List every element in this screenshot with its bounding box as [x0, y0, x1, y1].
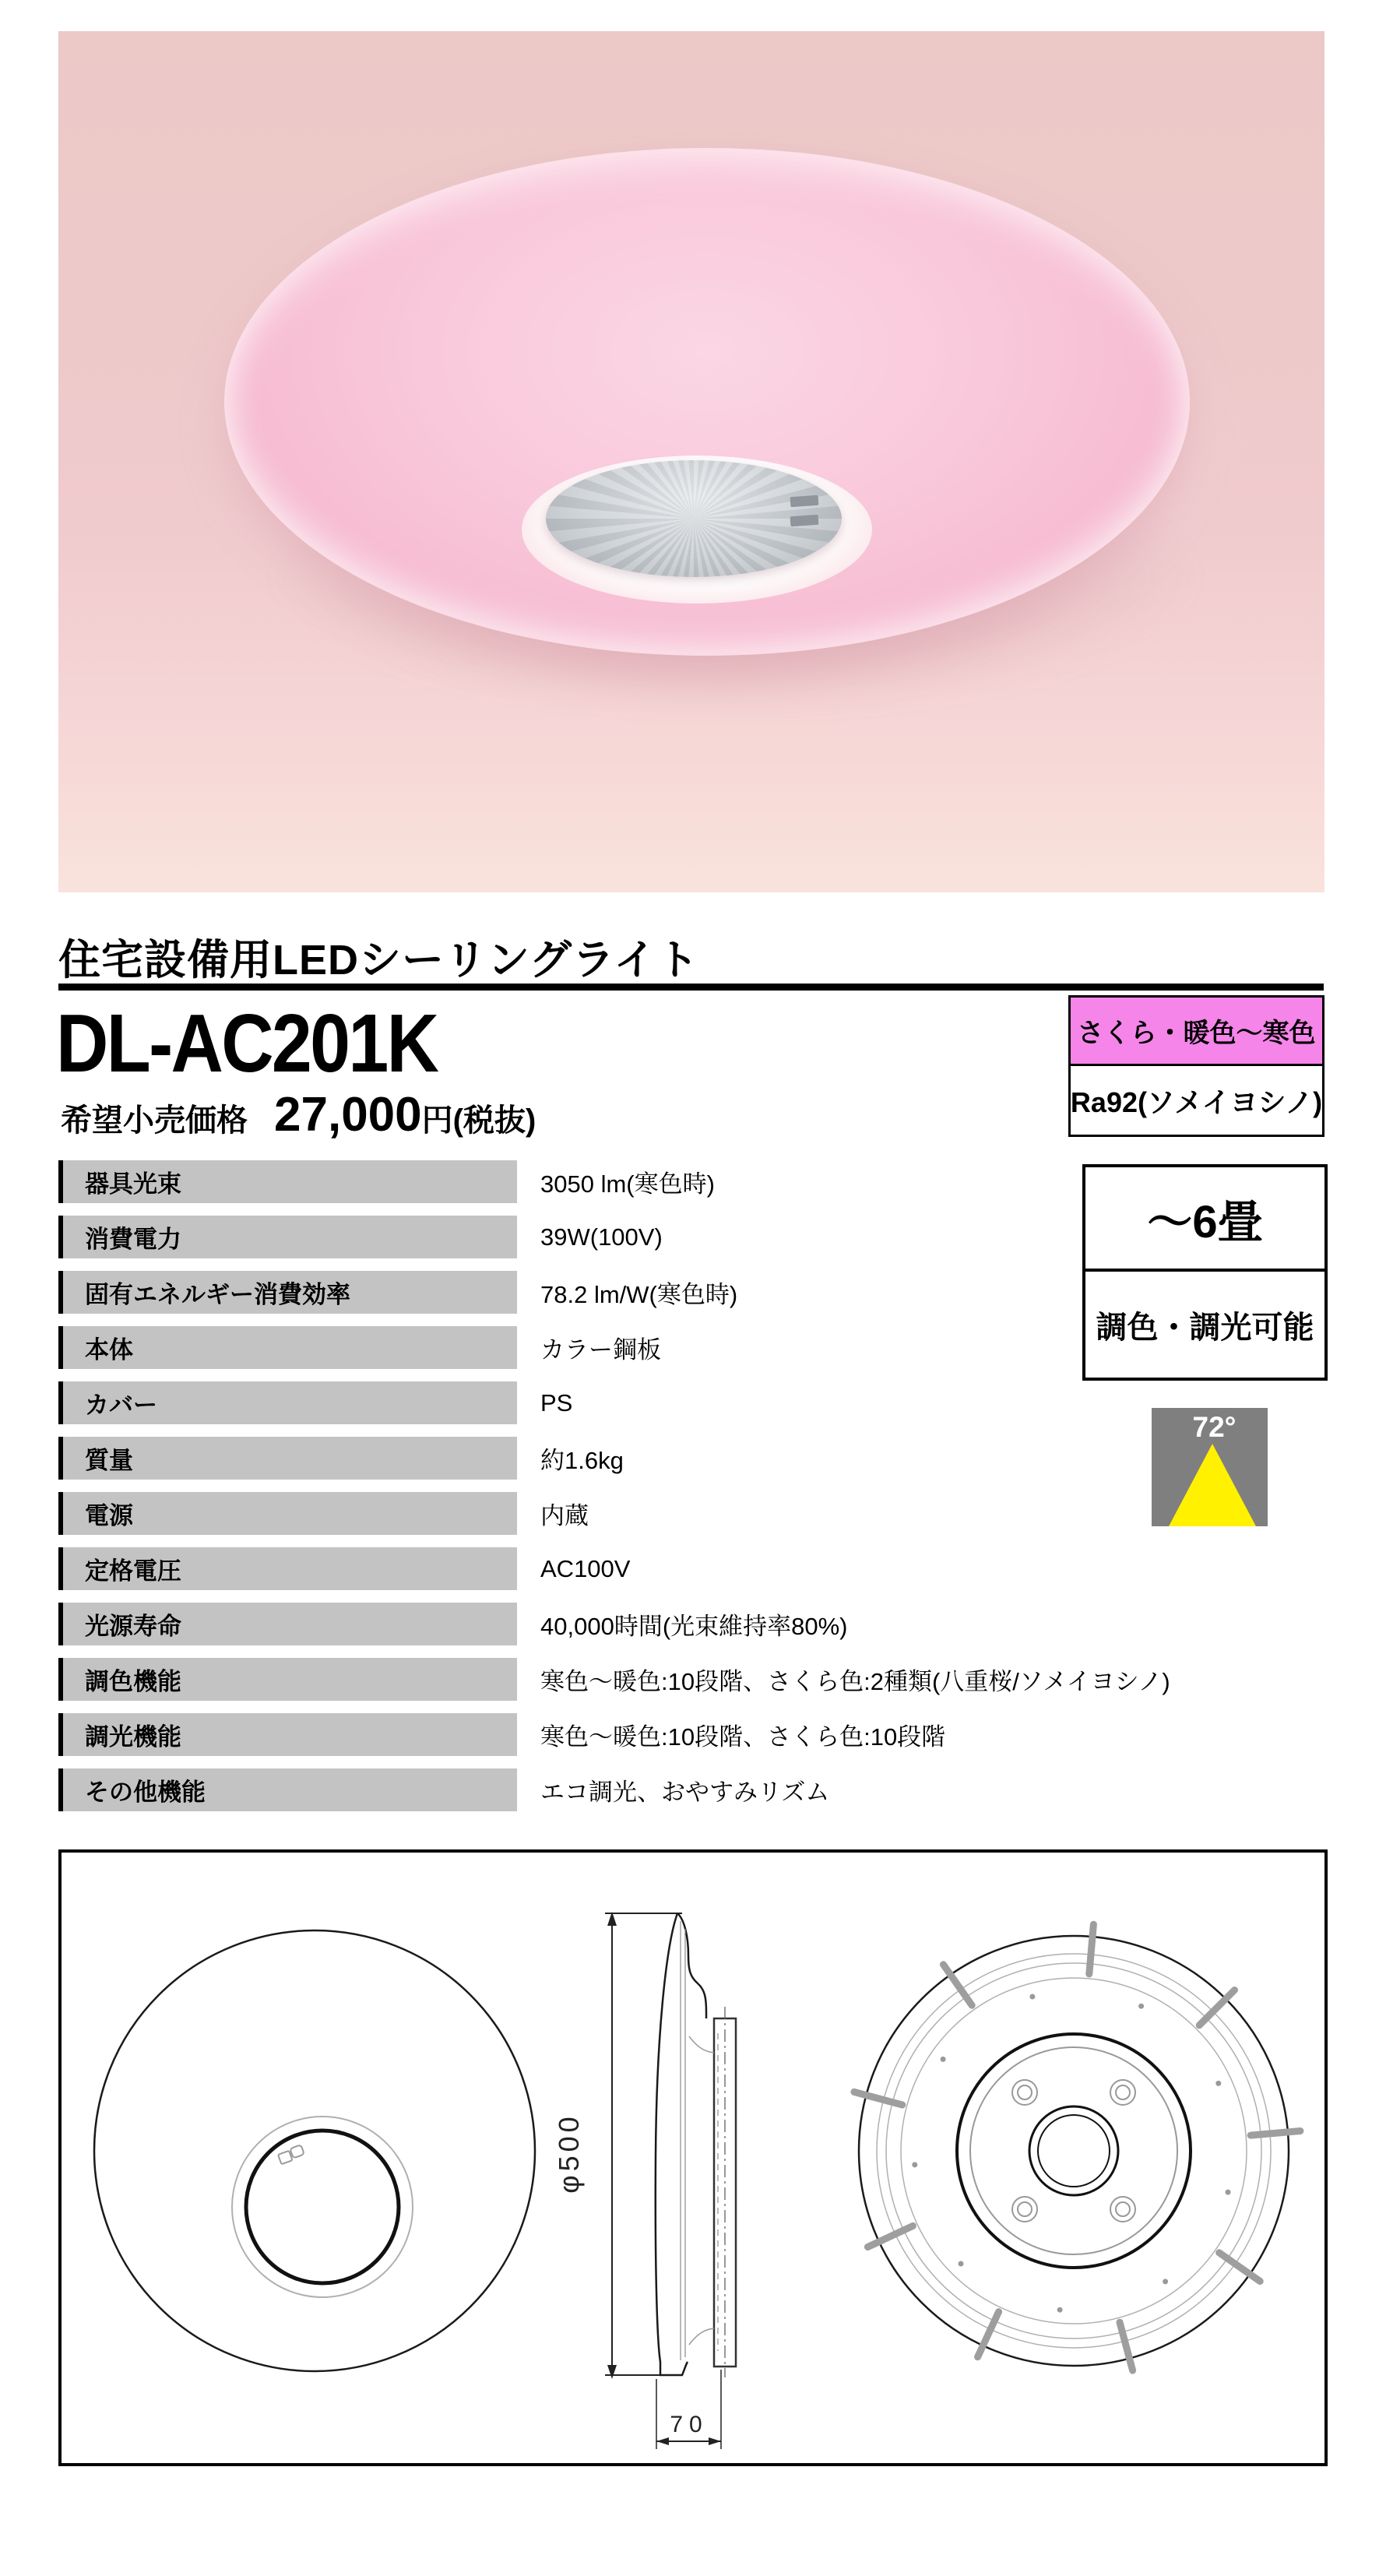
spec-value: PS	[540, 1388, 573, 1416]
spec-row	[58, 1603, 1324, 1645]
spec-label: 定格電圧	[58, 1547, 517, 1590]
category-title: 住宅設備用LEDシーリングライト	[58, 937, 700, 984]
capability-box: 調色・調光可能	[1096, 1310, 1314, 1345]
spec-value: 40,000時間(光束維持率80%)	[540, 1613, 848, 1640]
product-photo	[58, 31, 1324, 892]
spec-label: 消費電力	[58, 1216, 517, 1258]
front-view-drawing	[94, 1930, 535, 2371]
model-number: DL-AC201K	[56, 998, 438, 1089]
beam-triangle-icon	[1169, 1444, 1256, 1526]
spec-value: 3050 lm(寒色時)	[540, 1170, 715, 1198]
back-view-drawing	[854, 1924, 1300, 2370]
color-range-badge: さくら・暖色〜寒色	[1071, 998, 1322, 1066]
spec-value: 内蔵	[540, 1502, 589, 1529]
spec-label: 質量	[58, 1437, 517, 1480]
spec-row	[58, 1713, 1324, 1756]
price-line	[61, 1087, 536, 1142]
dimension-drawings	[58, 1849, 1328, 2466]
spec-label: 本体	[58, 1326, 517, 1369]
spec-row	[58, 1437, 1324, 1480]
spec-label: 電源	[58, 1492, 517, 1535]
price-value: 27,000	[274, 1088, 422, 1142]
spec-value: AC100V	[540, 1554, 631, 1582]
spec-label: 固有エネルギー消費効率	[58, 1271, 517, 1314]
side-view-drawing	[553, 1912, 736, 2449]
spec-label: 光源寿命	[58, 1603, 517, 1645]
spec-value: 寒色〜暖色:10段階、さくら色:2種類(八重桜/ソメイヨシノ)	[540, 1668, 1170, 1695]
spec-label: 器具光束	[58, 1160, 517, 1203]
spec-value: 78.2 lm/W(寒色時)	[540, 1281, 738, 1308]
spec-value: 39W(100V)	[540, 1223, 663, 1251]
spec-row	[58, 1658, 1324, 1701]
spec-value: 約1.6kg	[540, 1447, 624, 1474]
spec-label: 調光機能	[58, 1713, 517, 1756]
spec-value: 寒色〜暖色:10段階、さくら色:10段階	[540, 1723, 946, 1751]
spec-value: エコ調光、おやすみリズム	[540, 1779, 830, 1806]
spec-row	[58, 1381, 1324, 1424]
spec-row	[58, 1547, 1324, 1590]
spec-row	[58, 1768, 1324, 1811]
beam-angle-label: 72°	[1192, 1411, 1237, 1443]
price-label: 希望小売価格	[61, 1103, 248, 1138]
price-suffix: 円(税抜)	[421, 1103, 536, 1138]
spec-value: カラー鋼板	[540, 1336, 661, 1364]
disc-indicator-mark	[790, 515, 819, 526]
spec-label: その他機能	[58, 1768, 517, 1811]
cri-badge: Ra92(ソメイヨシノ)	[1071, 1066, 1322, 1135]
spec-label: 調色機能	[58, 1658, 517, 1701]
depth-dimension-label: 70	[670, 2412, 709, 2437]
disc-indicator-mark	[790, 495, 819, 507]
spec-row	[58, 1492, 1324, 1535]
info-box	[1082, 1164, 1328, 1381]
beam-angle-icon	[1152, 1408, 1268, 1526]
room-size-box: 〜6畳	[1085, 1167, 1324, 1272]
header-divider	[58, 984, 1324, 991]
spec-label: カバー	[58, 1381, 517, 1424]
badge-box	[1068, 995, 1324, 1137]
diameter-dimension-label: φ500	[553, 2113, 585, 2194]
